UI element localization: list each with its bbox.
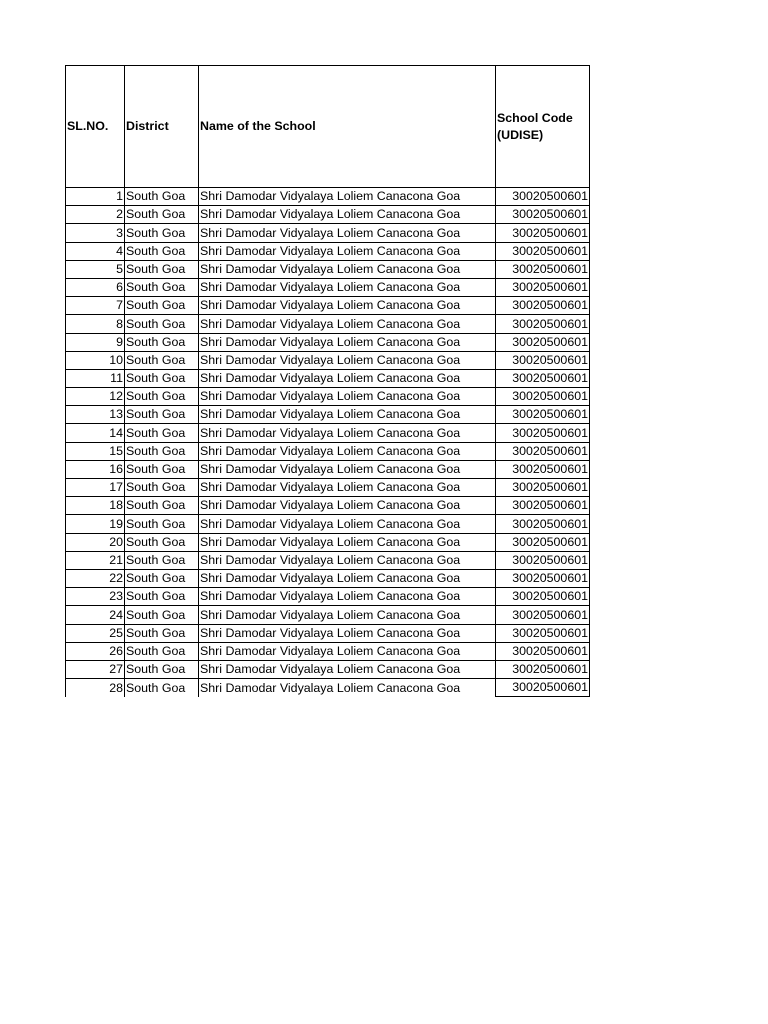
school-list-table	[65, 65, 590, 697]
cell-district: South Goa	[125, 242, 199, 260]
cell-district: South Goa	[125, 642, 199, 660]
cell-school-code: 30020500601	[496, 388, 590, 406]
cell-school-name: Shri Damodar Vidyalaya Loliem Canacona Goa	[199, 460, 496, 478]
cell-sl-no: 8	[66, 315, 125, 333]
table-row	[66, 188, 590, 206]
cell-school-code: 30020500601	[496, 551, 590, 569]
table-row	[66, 460, 590, 478]
cell-sl-no: 17	[66, 479, 125, 497]
cell-school-name: Shri Damodar Vidyalaya Loliem Canacona Goa	[199, 588, 496, 606]
header-district: District	[125, 66, 199, 188]
cell-school-name: Shri Damodar Vidyalaya Loliem Canacona Goa	[199, 497, 496, 515]
table-row	[66, 278, 590, 296]
cell-sl-no: 25	[66, 624, 125, 642]
cell-sl-no: 16	[66, 460, 125, 478]
cell-sl-no: 5	[66, 260, 125, 278]
cell-district: South Goa	[125, 624, 199, 642]
cell-district: South Goa	[125, 424, 199, 442]
cell-school-code: 30020500601	[496, 224, 590, 242]
cell-district: South Goa	[125, 460, 199, 478]
table-row	[66, 642, 590, 660]
table-row	[66, 479, 590, 497]
cell-sl-no: 23	[66, 588, 125, 606]
table-row	[66, 351, 590, 369]
cell-sl-no: 10	[66, 351, 125, 369]
cell-school-code: 30020500601	[496, 606, 590, 624]
cell-sl-no: 4	[66, 242, 125, 260]
cell-district: South Goa	[125, 660, 199, 678]
cell-school-code: 30020500601	[496, 260, 590, 278]
cell-school-name: Shri Damodar Vidyalaya Loliem Canacona Goa	[199, 660, 496, 678]
cell-school-code: 30020500601	[496, 424, 590, 442]
cell-school-code: 30020500601	[496, 624, 590, 642]
table-row	[66, 624, 590, 642]
cell-district: South Goa	[125, 260, 199, 278]
cell-school-name: Shri Damodar Vidyalaya Loliem Canacona Goa	[199, 388, 496, 406]
cell-school-name: Shri Damodar Vidyalaya Loliem Canacona Goa	[199, 442, 496, 460]
table-row	[66, 369, 590, 387]
cell-school-name: Shri Damodar Vidyalaya Loliem Canacona Goa	[199, 224, 496, 242]
cell-sl-no: 2	[66, 206, 125, 224]
cell-school-code: 30020500601	[496, 515, 590, 533]
cell-sl-no: 9	[66, 333, 125, 351]
table-row	[66, 569, 590, 587]
table-row	[66, 679, 590, 697]
cell-sl-no: 6	[66, 278, 125, 296]
table-row	[66, 388, 590, 406]
cell-sl-no: 3	[66, 224, 125, 242]
cell-district: South Goa	[125, 442, 199, 460]
cell-sl-no: 28	[66, 679, 125, 697]
cell-sl-no: 7	[66, 297, 125, 315]
cell-district: South Goa	[125, 224, 199, 242]
cell-district: South Goa	[125, 206, 199, 224]
cell-school-code: 30020500601	[496, 278, 590, 296]
cell-school-name: Shri Damodar Vidyalaya Loliem Canacona Goa	[199, 551, 496, 569]
cell-district: South Goa	[125, 479, 199, 497]
cell-school-code: 30020500601	[496, 242, 590, 260]
cell-school-code: 30020500601	[496, 297, 590, 315]
table-row	[66, 497, 590, 515]
cell-school-code: 30020500601	[496, 497, 590, 515]
cell-school-code: 30020500601	[496, 406, 590, 424]
cell-school-name: Shri Damodar Vidyalaya Loliem Canacona Goa	[199, 624, 496, 642]
cell-school-code: 30020500601	[496, 442, 590, 460]
cell-school-name: Shri Damodar Vidyalaya Loliem Canacona Goa	[199, 188, 496, 206]
cell-district: South Goa	[125, 551, 199, 569]
cell-school-name: Shri Damodar Vidyalaya Loliem Canacona Goa	[199, 606, 496, 624]
cell-district: South Goa	[125, 315, 199, 333]
cell-school-code: 30020500601	[496, 460, 590, 478]
cell-school-name: Shri Damodar Vidyalaya Loliem Canacona Goa	[199, 278, 496, 296]
table-row	[66, 242, 590, 260]
cell-sl-no: 22	[66, 569, 125, 587]
cell-school-code: 30020500601	[496, 333, 590, 351]
cell-sl-no: 12	[66, 388, 125, 406]
cell-school-name: Shri Damodar Vidyalaya Loliem Canacona Goa	[199, 369, 496, 387]
cell-sl-no: 24	[66, 606, 125, 624]
cell-school-code: 30020500601	[496, 642, 590, 660]
table-row	[66, 224, 590, 242]
cell-district: South Goa	[125, 606, 199, 624]
cell-school-code: 30020500601	[496, 569, 590, 587]
header-school-code	[496, 66, 590, 188]
cell-school-name: Shri Damodar Vidyalaya Loliem Canacona Goa	[199, 333, 496, 351]
table-row	[66, 206, 590, 224]
cell-district: South Goa	[125, 388, 199, 406]
table-row	[66, 406, 590, 424]
header-school-code-line1: School Code	[497, 110, 573, 125]
cell-district: South Goa	[125, 515, 199, 533]
cell-school-name: Shri Damodar Vidyalaya Loliem Canacona Goa	[199, 642, 496, 660]
table-row	[66, 442, 590, 460]
cell-school-code: 30020500601	[496, 479, 590, 497]
cell-district: South Goa	[125, 406, 199, 424]
cell-school-name: Shri Damodar Vidyalaya Loliem Canacona Goa	[199, 679, 496, 697]
table-row	[66, 297, 590, 315]
table-row	[66, 260, 590, 278]
cell-district: South Goa	[125, 351, 199, 369]
header-sl-no: SL.NO.	[66, 66, 125, 188]
header-school-name: Name of the School	[199, 66, 496, 188]
cell-district: South Goa	[125, 497, 199, 515]
cell-district: South Goa	[125, 369, 199, 387]
table-row	[66, 515, 590, 533]
cell-school-code: 30020500601	[496, 679, 590, 697]
table-row	[66, 588, 590, 606]
cell-school-code: 30020500601	[496, 588, 590, 606]
cell-sl-no: 18	[66, 497, 125, 515]
header-school-code-line2: (UDISE)	[497, 127, 544, 142]
cell-district: South Goa	[125, 569, 199, 587]
cell-district: South Goa	[125, 297, 199, 315]
cell-sl-no: 26	[66, 642, 125, 660]
table-row	[66, 533, 590, 551]
table-row	[66, 424, 590, 442]
cell-sl-no: 19	[66, 515, 125, 533]
cell-sl-no: 27	[66, 660, 125, 678]
cell-school-name: Shri Damodar Vidyalaya Loliem Canacona Goa	[199, 297, 496, 315]
cell-sl-no: 21	[66, 551, 125, 569]
cell-sl-no: 11	[66, 369, 125, 387]
cell-school-name: Shri Damodar Vidyalaya Loliem Canacona Goa	[199, 242, 496, 260]
table-row	[66, 606, 590, 624]
table-row	[66, 660, 590, 678]
cell-district: South Goa	[125, 588, 199, 606]
cell-school-code: 30020500601	[496, 315, 590, 333]
cell-school-name: Shri Damodar Vidyalaya Loliem Canacona Goa	[199, 479, 496, 497]
header-row	[66, 66, 590, 188]
cell-school-name: Shri Damodar Vidyalaya Loliem Canacona Goa	[199, 351, 496, 369]
cell-sl-no: 20	[66, 533, 125, 551]
cell-school-code: 30020500601	[496, 533, 590, 551]
cell-school-code: 30020500601	[496, 206, 590, 224]
cell-sl-no: 1	[66, 188, 125, 206]
cell-school-code: 30020500601	[496, 188, 590, 206]
cell-school-code: 30020500601	[496, 660, 590, 678]
cell-school-name: Shri Damodar Vidyalaya Loliem Canacona Goa	[199, 424, 496, 442]
cell-school-name: Shri Damodar Vidyalaya Loliem Canacona Goa	[199, 569, 496, 587]
table-row	[66, 315, 590, 333]
cell-sl-no: 15	[66, 442, 125, 460]
cell-school-name: Shri Damodar Vidyalaya Loliem Canacona Goa	[199, 260, 496, 278]
cell-district: South Goa	[125, 333, 199, 351]
cell-school-code: 30020500601	[496, 369, 590, 387]
cell-district: South Goa	[125, 188, 199, 206]
table-row	[66, 333, 590, 351]
cell-school-code: 30020500601	[496, 351, 590, 369]
cell-school-name: Shri Damodar Vidyalaya Loliem Canacona Goa	[199, 206, 496, 224]
cell-district: South Goa	[125, 533, 199, 551]
cell-school-name: Shri Damodar Vidyalaya Loliem Canacona Goa	[199, 315, 496, 333]
cell-sl-no: 13	[66, 406, 125, 424]
cell-sl-no: 14	[66, 424, 125, 442]
cell-school-name: Shri Damodar Vidyalaya Loliem Canacona Goa	[199, 533, 496, 551]
cell-district: South Goa	[125, 278, 199, 296]
cell-district: South Goa	[125, 679, 199, 697]
cell-school-name: Shri Damodar Vidyalaya Loliem Canacona Goa	[199, 406, 496, 424]
table-row	[66, 551, 590, 569]
cell-school-name: Shri Damodar Vidyalaya Loliem Canacona Goa	[199, 515, 496, 533]
